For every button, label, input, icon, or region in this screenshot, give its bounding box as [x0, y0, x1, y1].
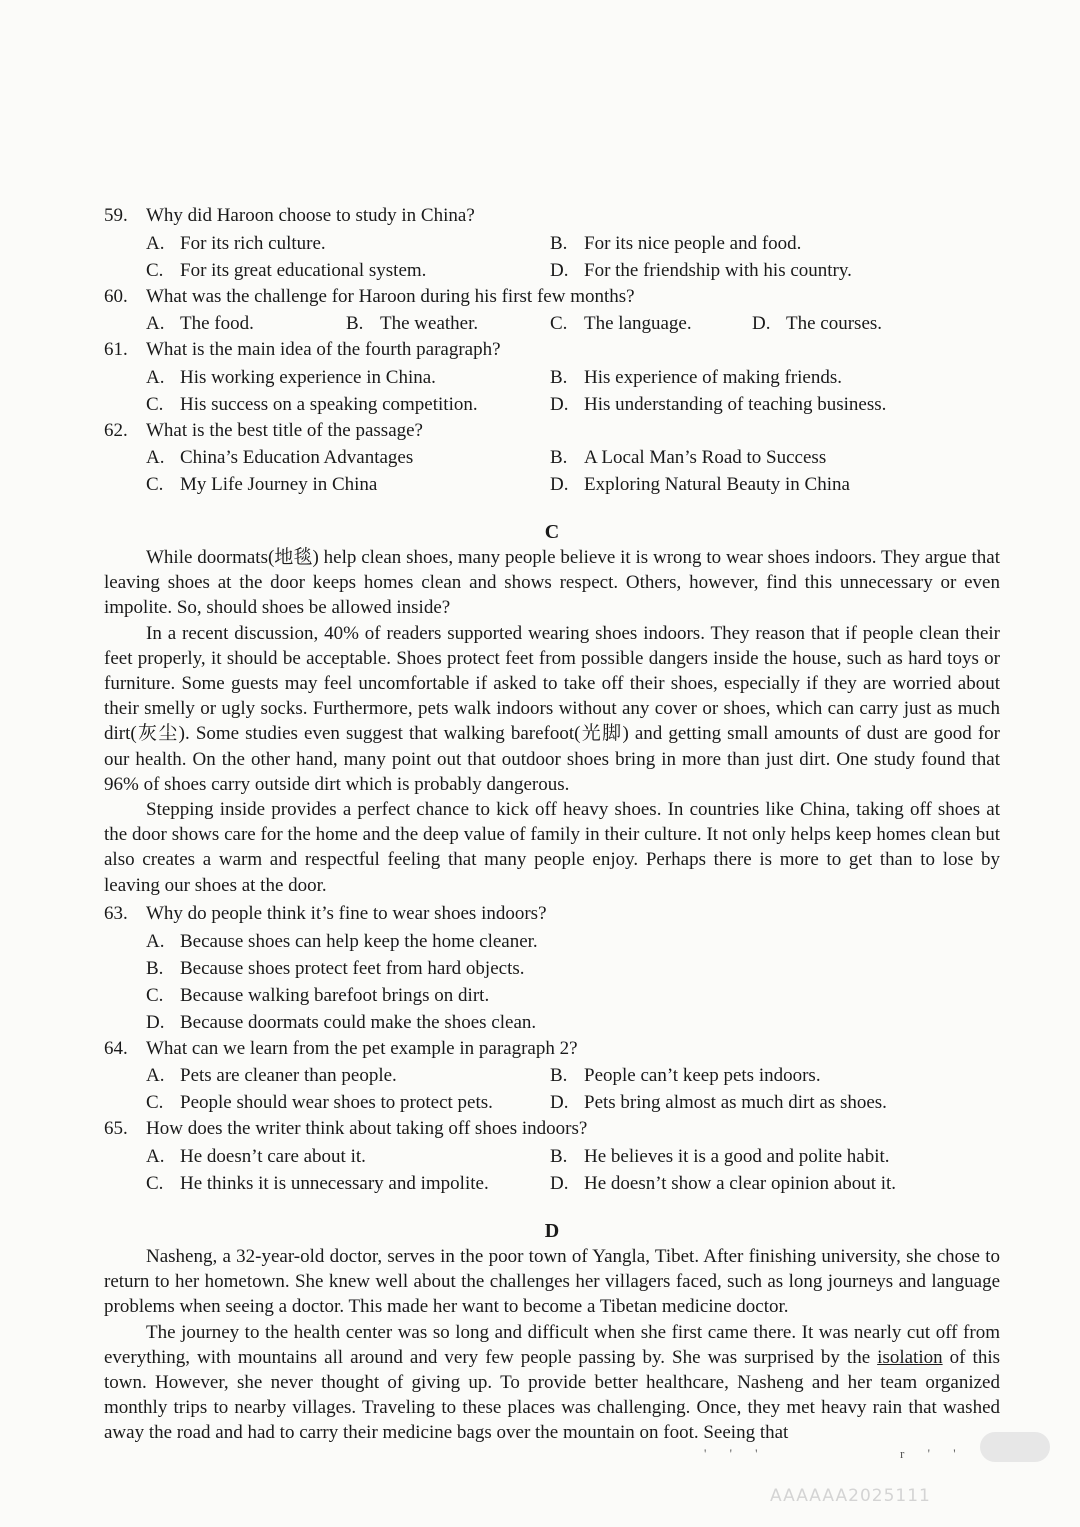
option-65-b: B. He believes it is a good and polite habit.	[550, 1145, 890, 1167]
option-row	[104, 444, 1004, 471]
passage-paragraph: In a recent discussion, 40% of readers supported wearing shoes indoors. They reason that if people clean their feet properly, it should be acceptable. Shoes protect feet from possible dangers inside the house, such as hard toys or furniture. Some guests may feel uncomfortable if asked to take off their shoes, especially if they are worried about their smelly or ugly socks. Furthermore, pets walk indoors without any cover or shoes, which can carry just as much dirt(灰尘). Some studies even suggest that walking barefoot(光脚) and getting small amounts of dust are good for our health. On the other hand, many point out that outdoor shoes bring in more than just dirt. One study found that 96% of shoes carry outside dirt which is probably dangerous.	[104, 622, 1000, 795]
question-number: 61.	[104, 339, 128, 360]
question-text: What was the challenge for Haroon during his first few months?	[146, 285, 635, 307]
option-64-a: A. Pets are cleaner than people.	[146, 1065, 397, 1086]
option-row	[104, 391, 1004, 418]
option-63-d: D. Because doormats could make the shoes clean.	[146, 1011, 537, 1033]
option-63-b: B. Because shoes protect feet from hard objects.	[146, 957, 525, 979]
question-number: 65.	[104, 1118, 128, 1139]
question-60	[104, 284, 1004, 311]
option-65-a: A. He doesn’t care about it.	[146, 1145, 366, 1167]
section-d	[104, 1218, 1000, 1446]
passage-paragraph: The journey to the health center was so long and difficult when she first came there. It was nearly cut off from everything, with mountains all around and very few people passing by. She was surprised by the isolation of this town. However, she never thought of giving up. To provide better healthcare, Nasheng and her team organized monthly trips to nearby villages. Traveling to these places was challenging. Once, they met heavy rain that washed away the road and had to carry their medicine bags over the mountain on foot. Seeing that	[104, 1321, 1000, 1444]
question-number: 60.	[104, 285, 128, 307]
option-row	[104, 928, 1004, 955]
watermark: AAAAAA2025111	[770, 1486, 931, 1506]
option-row	[104, 982, 1004, 1009]
option-61-c: C. His success on a speaking competition.	[146, 393, 478, 415]
question-number: 63.	[104, 903, 128, 924]
option-63-a: A. Because shoes can help keep the home cleaner.	[146, 930, 538, 952]
option-row	[104, 310, 1004, 337]
option-60-c: C. The language.	[550, 313, 692, 334]
option-62-b: B. A Local Man’s Road to Success	[550, 447, 827, 468]
question-text: What is the main idea of the fourth paragraph?	[146, 339, 501, 360]
question-text: What can we learn from the pet example in paragraph 2?	[146, 1037, 578, 1059]
option-59-c: C. For its great educational system.	[146, 259, 427, 281]
passage-paragraph: Nasheng, a 32-year-old doctor, serves in the poor town of Yangla, Tibet. After finishing university, she chose to return to her hometown. She knew well about the challenges her villagers faced, such as long journeys and language problems when seeing a doctor. This made her want to become a Tibetan medicine doctor.	[104, 1246, 1000, 1318]
option-row	[104, 471, 1004, 498]
question-text: What is the best title of the passage?	[146, 419, 423, 441]
questions-section-c	[104, 901, 1004, 1197]
question-63	[104, 901, 1004, 928]
section-c	[104, 519, 1000, 898]
option-59-b: B. For its nice people and food.	[550, 232, 802, 254]
passage-paragraph: While doormats(地毯) help clean shoes, many people believe it is wrong to wear shoes indoors. They argue that leaving shoes at the door keeps homes clean and shows respect. Others, however, find this unnecessary or even impolite. So, should shoes be allowed inside?	[104, 547, 1000, 619]
option-61-b: B. His experience of making friends.	[550, 366, 842, 388]
question-59	[104, 203, 1004, 230]
option-61-a: A. His working experience in China.	[146, 366, 436, 388]
logo-badge	[980, 1432, 1050, 1462]
question-text: Why do people think it’s fine to wear shoes indoors?	[146, 903, 547, 924]
option-row	[104, 364, 1004, 391]
option-row	[104, 955, 1004, 982]
questions-section-b	[104, 203, 1004, 498]
option-row	[104, 1062, 1004, 1089]
question-61	[104, 337, 1004, 364]
underlined-word: isolation	[877, 1346, 943, 1368]
question-number: 64.	[104, 1037, 128, 1059]
question-number: 59.	[104, 205, 128, 226]
option-64-b: B. People can’t keep pets indoors.	[550, 1065, 821, 1086]
section-title: C	[544, 521, 560, 543]
option-row	[104, 1009, 1004, 1036]
option-row	[104, 1170, 1004, 1197]
option-row	[104, 1089, 1004, 1116]
question-62	[104, 418, 1004, 445]
option-61-d: D. His understanding of teaching business.	[550, 393, 887, 415]
question-number: 62.	[104, 419, 128, 441]
option-row	[104, 230, 1004, 257]
option-row	[104, 1143, 1004, 1170]
passage-paragraph: Stepping inside provides a perfect chance to kick off heavy shoes. In countries like China, taking off shoes at the door shows care for the home and the deep value of family in their culture. It not only helps keep homes clean but also creates a warm and respectful feeling that many people enjoy. Perhaps there is more to get than to lose by leaving our shoes at the door.	[104, 799, 1000, 896]
question-text: Why did Haroon choose to study in China?	[146, 205, 475, 226]
option-65-d: D. He doesn’t show a clear opinion about it.	[550, 1172, 897, 1194]
question-text: How does the writer think about taking off shoes indoors?	[146, 1118, 588, 1139]
option-row	[104, 257, 1004, 284]
option-59-d: D. For the friendship with his country.	[550, 259, 852, 281]
option-62-a: A. China’s Education Advantages	[146, 447, 414, 468]
option-64-d: D. Pets bring almost as much dirt as shoes.	[550, 1092, 887, 1113]
question-65	[104, 1116, 1004, 1143]
option-62-d: D. Exploring Natural Beauty in China	[550, 474, 850, 495]
option-64-c: C. People should wear shoes to protect pets.	[146, 1092, 493, 1113]
option-63-c: C. Because walking barefoot brings on dirt.	[146, 984, 490, 1006]
option-60-b: B. The weather.	[346, 313, 479, 334]
option-60-d: D. The courses.	[752, 313, 883, 334]
section-title: D	[544, 1220, 560, 1242]
option-60-a: A. The food.	[146, 313, 254, 334]
cut-off-text-fragment: ' ' ' r ' '	[704, 1446, 966, 1461]
option-65-c: C. He thinks it is unnecessary and impolite.	[146, 1172, 489, 1194]
option-59-a: A. For its rich culture.	[146, 232, 326, 254]
question-64	[104, 1036, 1004, 1063]
option-62-c: C. My Life Journey in China	[146, 474, 378, 495]
